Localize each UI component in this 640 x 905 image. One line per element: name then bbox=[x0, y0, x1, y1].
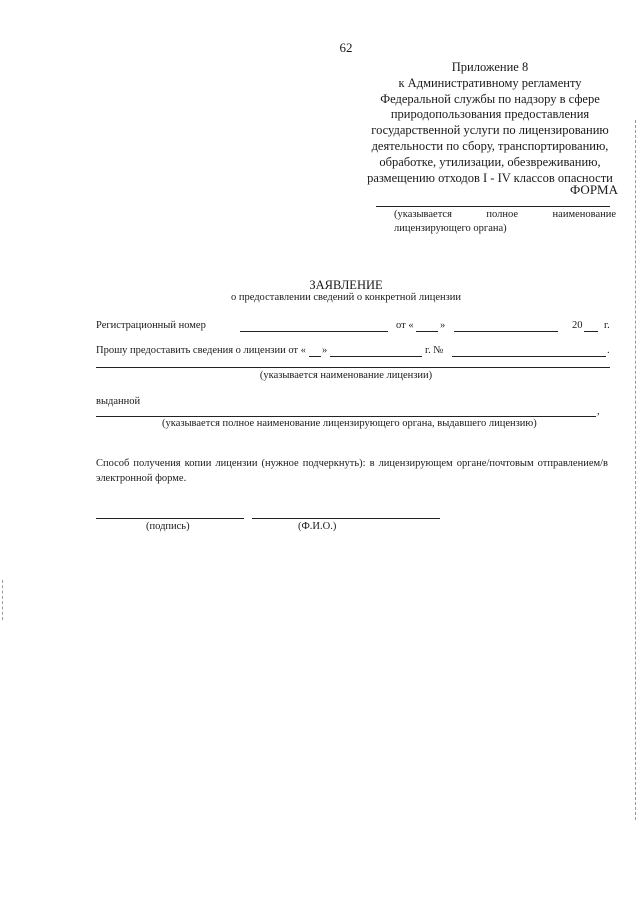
signature-field[interactable] bbox=[96, 518, 244, 519]
license-name-field[interactable] bbox=[96, 367, 610, 368]
signature-label: (подпись) bbox=[146, 521, 190, 532]
form-label: ФОРМА bbox=[570, 182, 618, 197]
authority-hint-word: (указывается bbox=[394, 209, 452, 220]
appendix-line: деятельности по сбору, транспортированию, bbox=[371, 138, 609, 153]
issued-label: выданной bbox=[96, 396, 141, 407]
request-quote-close: » bbox=[322, 345, 328, 356]
registration-from: от « bbox=[396, 320, 414, 331]
request-number-label: г. № bbox=[425, 345, 444, 356]
registration-year-suffix: г. bbox=[604, 320, 610, 331]
registration-year-prefix: 20 bbox=[572, 320, 583, 331]
registration-day-field[interactable] bbox=[416, 331, 438, 332]
authority-hint bbox=[394, 208, 616, 236]
full-name-field[interactable] bbox=[252, 518, 440, 519]
authority-hint-word: полное bbox=[486, 209, 519, 220]
request-day-field[interactable] bbox=[309, 356, 321, 357]
registration-year-field[interactable] bbox=[584, 331, 598, 332]
authority-hint-line2: лицензирующего органа) bbox=[394, 223, 507, 234]
request-month-field[interactable] bbox=[330, 356, 422, 357]
issuing-authority-field[interactable] bbox=[96, 416, 596, 417]
appendix-line: Приложение 8 bbox=[451, 60, 529, 74]
appendix-line: размещению отходов I - IV классов опасности bbox=[367, 170, 613, 185]
scan-edge-mark bbox=[2, 580, 3, 620]
appendix-line: к Административному регламенту bbox=[398, 75, 582, 90]
appendix-header bbox=[340, 60, 640, 186]
license-name-hint: (указывается наименование лицензии) bbox=[259, 370, 433, 381]
appendix-line: обработке, утилизации, обезвреживанию, bbox=[379, 154, 601, 169]
appendix-line: природопользования предоставления bbox=[390, 107, 590, 122]
document-title: ЗАЯВЛЕНИЕ bbox=[309, 278, 383, 292]
issuer-hint: (указывается полное наименование лицензирующего органа, выдавшего лицензию) bbox=[162, 418, 537, 429]
authority-name-line bbox=[376, 206, 610, 207]
document-subtitle: о предоставлении сведений о конкретной лицензии bbox=[230, 292, 462, 303]
page-number: 62 bbox=[339, 40, 353, 55]
full-name-label: (Ф.И.О.) bbox=[298, 521, 337, 532]
request-label: Прошу предоставить сведения о лицензии от « bbox=[96, 345, 306, 356]
appendix-line: Федеральной службы по надзору в сфере bbox=[380, 91, 600, 106]
registration-month-field[interactable] bbox=[454, 331, 558, 332]
registration-label: Регистрационный номер bbox=[96, 320, 206, 331]
request-number-field[interactable] bbox=[452, 356, 606, 357]
appendix-line: государственной услуги по лицензированию bbox=[371, 123, 609, 138]
scan-edge-mark bbox=[635, 120, 636, 820]
registration-number-field[interactable] bbox=[240, 331, 388, 332]
request-end: . bbox=[607, 345, 610, 356]
authority-hint-word: наименование bbox=[552, 209, 616, 220]
delivery-method-text: Способ получения копии лицензии (нужное подчеркнуть): в лицензирующем органе/почтовым отправлением/в электронной форме. bbox=[96, 458, 608, 484]
registration-quote-close: » bbox=[440, 320, 446, 331]
issued-end: , bbox=[597, 406, 600, 417]
